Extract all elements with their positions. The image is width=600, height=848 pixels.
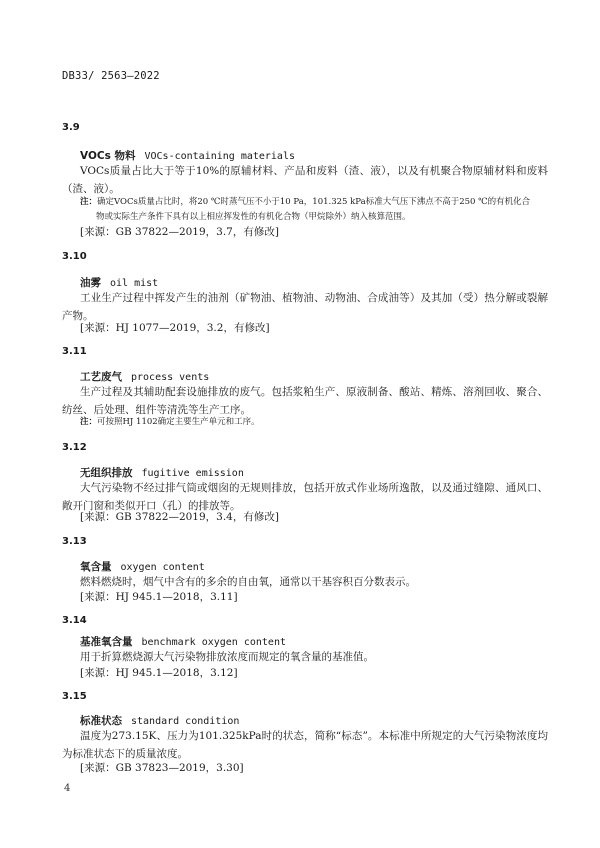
clause-number: 3.11	[62, 346, 87, 357]
term-heading	[80, 275, 158, 290]
clause-number: 3.10	[62, 251, 87, 262]
clause-number: 3.12	[62, 442, 87, 453]
term-en: oil mist	[110, 278, 159, 289]
term-definition: 温度为273.15K、压力为101.325kPa时的状态，简称“标态”。本标准中所规定的大气污染物浓度均为标准状态下的质量浓度。	[62, 730, 548, 760]
term-note	[80, 195, 548, 224]
term-heading	[80, 148, 295, 163]
term-zh: 无组织排放	[80, 467, 133, 479]
term-en: benchmark oxygen content	[141, 637, 286, 648]
term-source: [来源：HJ 945.1—2018，3.12]	[80, 667, 238, 679]
clause-number: 3.13	[62, 536, 87, 547]
term-heading	[80, 369, 209, 384]
term-source: [来源：GB 37822—2019，3.7，有修改]	[80, 226, 279, 238]
term-en: oxygen content	[120, 562, 205, 573]
clause-number: 3.15	[62, 691, 87, 702]
term-heading	[80, 559, 205, 574]
note-label: 注：	[80, 197, 98, 207]
note-text: 可按照HJ 1102确定主要生产单元和工序。	[97, 417, 260, 427]
term-definition: 燃料燃烧时，烟气中含有的多余的自由氧，通常以干基容积百分数表示。	[80, 576, 416, 588]
term-zh: 氧含量	[80, 561, 112, 573]
page-number: 4	[64, 783, 71, 794]
term-zh: VOCs 物料	[80, 150, 136, 162]
term-zh: 油雾	[80, 277, 101, 289]
term-heading	[80, 465, 244, 480]
note-text-continued: 物或实际生产条件下具有以上相应挥发性的有机化合物（甲烷除外）纳入核算范围。	[96, 211, 411, 222]
term-source: [来源：HJ 945.1—2018，3.11]	[80, 591, 238, 603]
term-definition: 生产过程及其辅助配套设施排放的废气。包括浆粕生产、原液制备、酸站、精炼、溶剂回收、聚合、纺丝、后处理、组件等清洗等生产工序。	[62, 386, 548, 416]
term-heading	[80, 713, 239, 728]
term-source: [来源：GB 37823—2019，3.30]	[80, 762, 244, 774]
clause-number: 3.9	[62, 122, 80, 133]
note-label: 注：	[80, 417, 98, 427]
term-en: process vents	[131, 372, 210, 383]
term-source: [来源：GB 37822—2019，3.4，有修改]	[80, 511, 279, 523]
term-definition: VOCs质量占比大于等于10%的原辅材料、产品和废料（渣、液），以及有机聚合物原辅材料和废料（渣、液）。	[62, 165, 548, 195]
term-zh: 标准状态	[80, 715, 122, 727]
term-en: VOCs-containing materials	[144, 151, 295, 162]
note-text: 确定VOCs质量占比时，将20 ℃时蒸气压不小于10 Pa，101.325 kPa标准大气压下沸点不高于250 ℃的有机化合	[97, 197, 531, 207]
term-en: fugitive emission	[141, 468, 244, 479]
term-definition: 用于折算燃烧源大气污染物排放浓度而规定的氧含量的基准值。	[80, 651, 374, 663]
term-source: [来源：HJ 1077—2019，3.2，有修改]	[80, 322, 270, 334]
clause-number: 3.14	[62, 615, 87, 626]
term-zh: 基准氧含量	[80, 636, 133, 648]
term-en: standard condition	[131, 716, 240, 727]
term-note	[80, 415, 548, 430]
term-heading	[80, 634, 286, 649]
term-zh: 工艺废气	[80, 371, 122, 383]
document-id: DB33/ 2563—2022	[62, 70, 160, 82]
term-definition: 大气污染物不经过排气筒或烟囱的无规则排放，包括开放式作业场所逸散，以及通过缝隙、通风口、敞开门窗和类似开口（孔）的排放等。	[62, 482, 548, 512]
term-definition: 工业生产过程中挥发产生的油剂（矿物油、植物油、动物油、合成油等）及其加（受）热分解或裂解产物。	[62, 292, 548, 322]
